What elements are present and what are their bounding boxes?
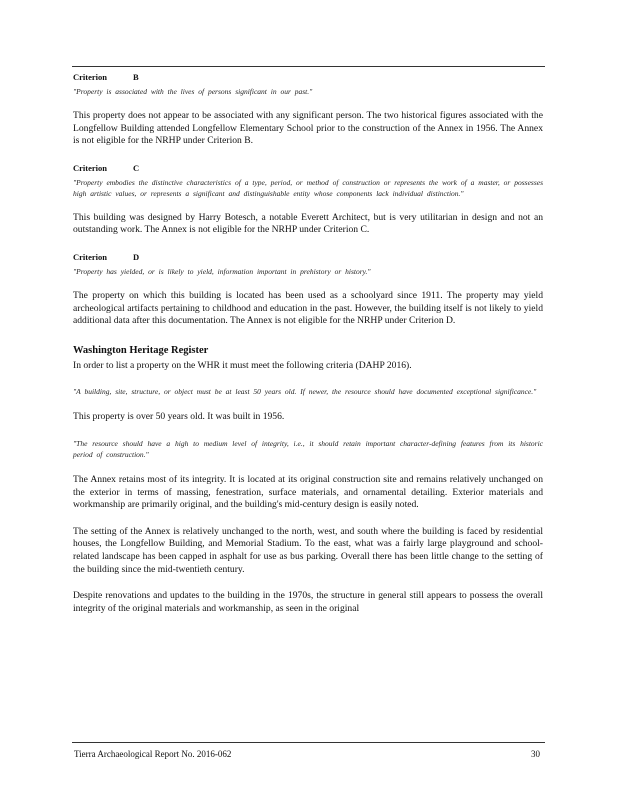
section-heading: Washington Heritage Register [73,344,209,356]
footer-rule [72,742,545,743]
criterion-b-section [73,71,543,148]
criterion-quote: "Property is associated with the lives of persons significant in our past." [73,87,313,96]
criterion-heading: Criterion C [73,162,140,173]
criterion-heading: Criterion B [73,72,139,82]
setting-paragraph: The setting of the Annex is relatively unchanged to the north, west, and south where the building is faced by residential houses, the Longfellow Building, and Memorial Stadium. To the east, what was a fairly large playground and school-related landscape has been capped in asphalt for use as bus parking. Overall there has been little change to the setting of the building since the mid-twentieth century. [73,525,543,575]
header-rule [72,66,545,67]
whr-age-finding: This property is over 50 years old. It was built in 1956. [73,411,285,423]
criterion-heading: Criterion D [73,251,140,262]
criterion-quote: "Property has yielded, or is likely to yield, information important in prehistory or history." [73,266,371,276]
criterion-c-section [73,162,543,237]
whr-quote-age: "A building, site, structure, or object must be at least 50 years old. If newer, the resource should have documented exceptional significance." [73,387,537,397]
criterion-d-section [73,251,543,328]
whr-section [73,344,543,616]
renovation-paragraph: Despite renovations and updates to the building in the 1970s, the structure in general still appears to possess the overall integrity of the original materials and workmanship, as seen in the original [73,590,543,614]
criterion-finding: This building was designed by Harry Botesch, a notable Everett Architect, but is very utilitarian in design and not an outstanding work. The Annex is not eligible for the NRHP under Criterion C. [73,211,543,236]
integrity-paragraph: The Annex retains most of its integrity. It is located at its original construction site and remains relatively unchanged on the exterior in terms of massing, fenestration, surface materials, and ornamental detailing. Exterior materials and workmanship are primarily original, and the building's mid-century design is easily noted. [73,473,543,511]
page-body [73,71,543,615]
page-number: 30 [531,749,540,759]
criterion-quote: "Property embodies the distinctive characteristics of a type, period, or method of construction or represents the work of a master, or possesses high artistic values, or represents a significant and distinguishable entity whose components lack individual distinction." [73,177,543,198]
whr-quote-integrity: "The resource should have a high to medium level of integrity, i.e., it should retain important character-defining features from its historic period of construction." [73,438,543,459]
report-citation: Tierra Archaeological Report No. 2016-062 [74,749,232,759]
criterion-finding: The property on which this building is located has been used as a schoolyard since 1911. The property may yield archeological artifacts pertaining to childhood and education in the past. However, the building itself is not likely to yield additional data after this documentation. The Annex is not eligible for the NRHP under Criterion D. [73,289,543,327]
page-footer [74,749,540,759]
criterion-finding: This property does not appear to be associated with any significant person. The two historical figures associated with the Longfellow Building attended Longfellow Elementary School prior to the construction of the Annex in 1956. The Annex is not eligible for the NRHP under Criterion B. [73,110,543,147]
whr-intro: In order to list a property on the WHR it must meet the following criteria (DAHP 2016). [73,359,412,371]
